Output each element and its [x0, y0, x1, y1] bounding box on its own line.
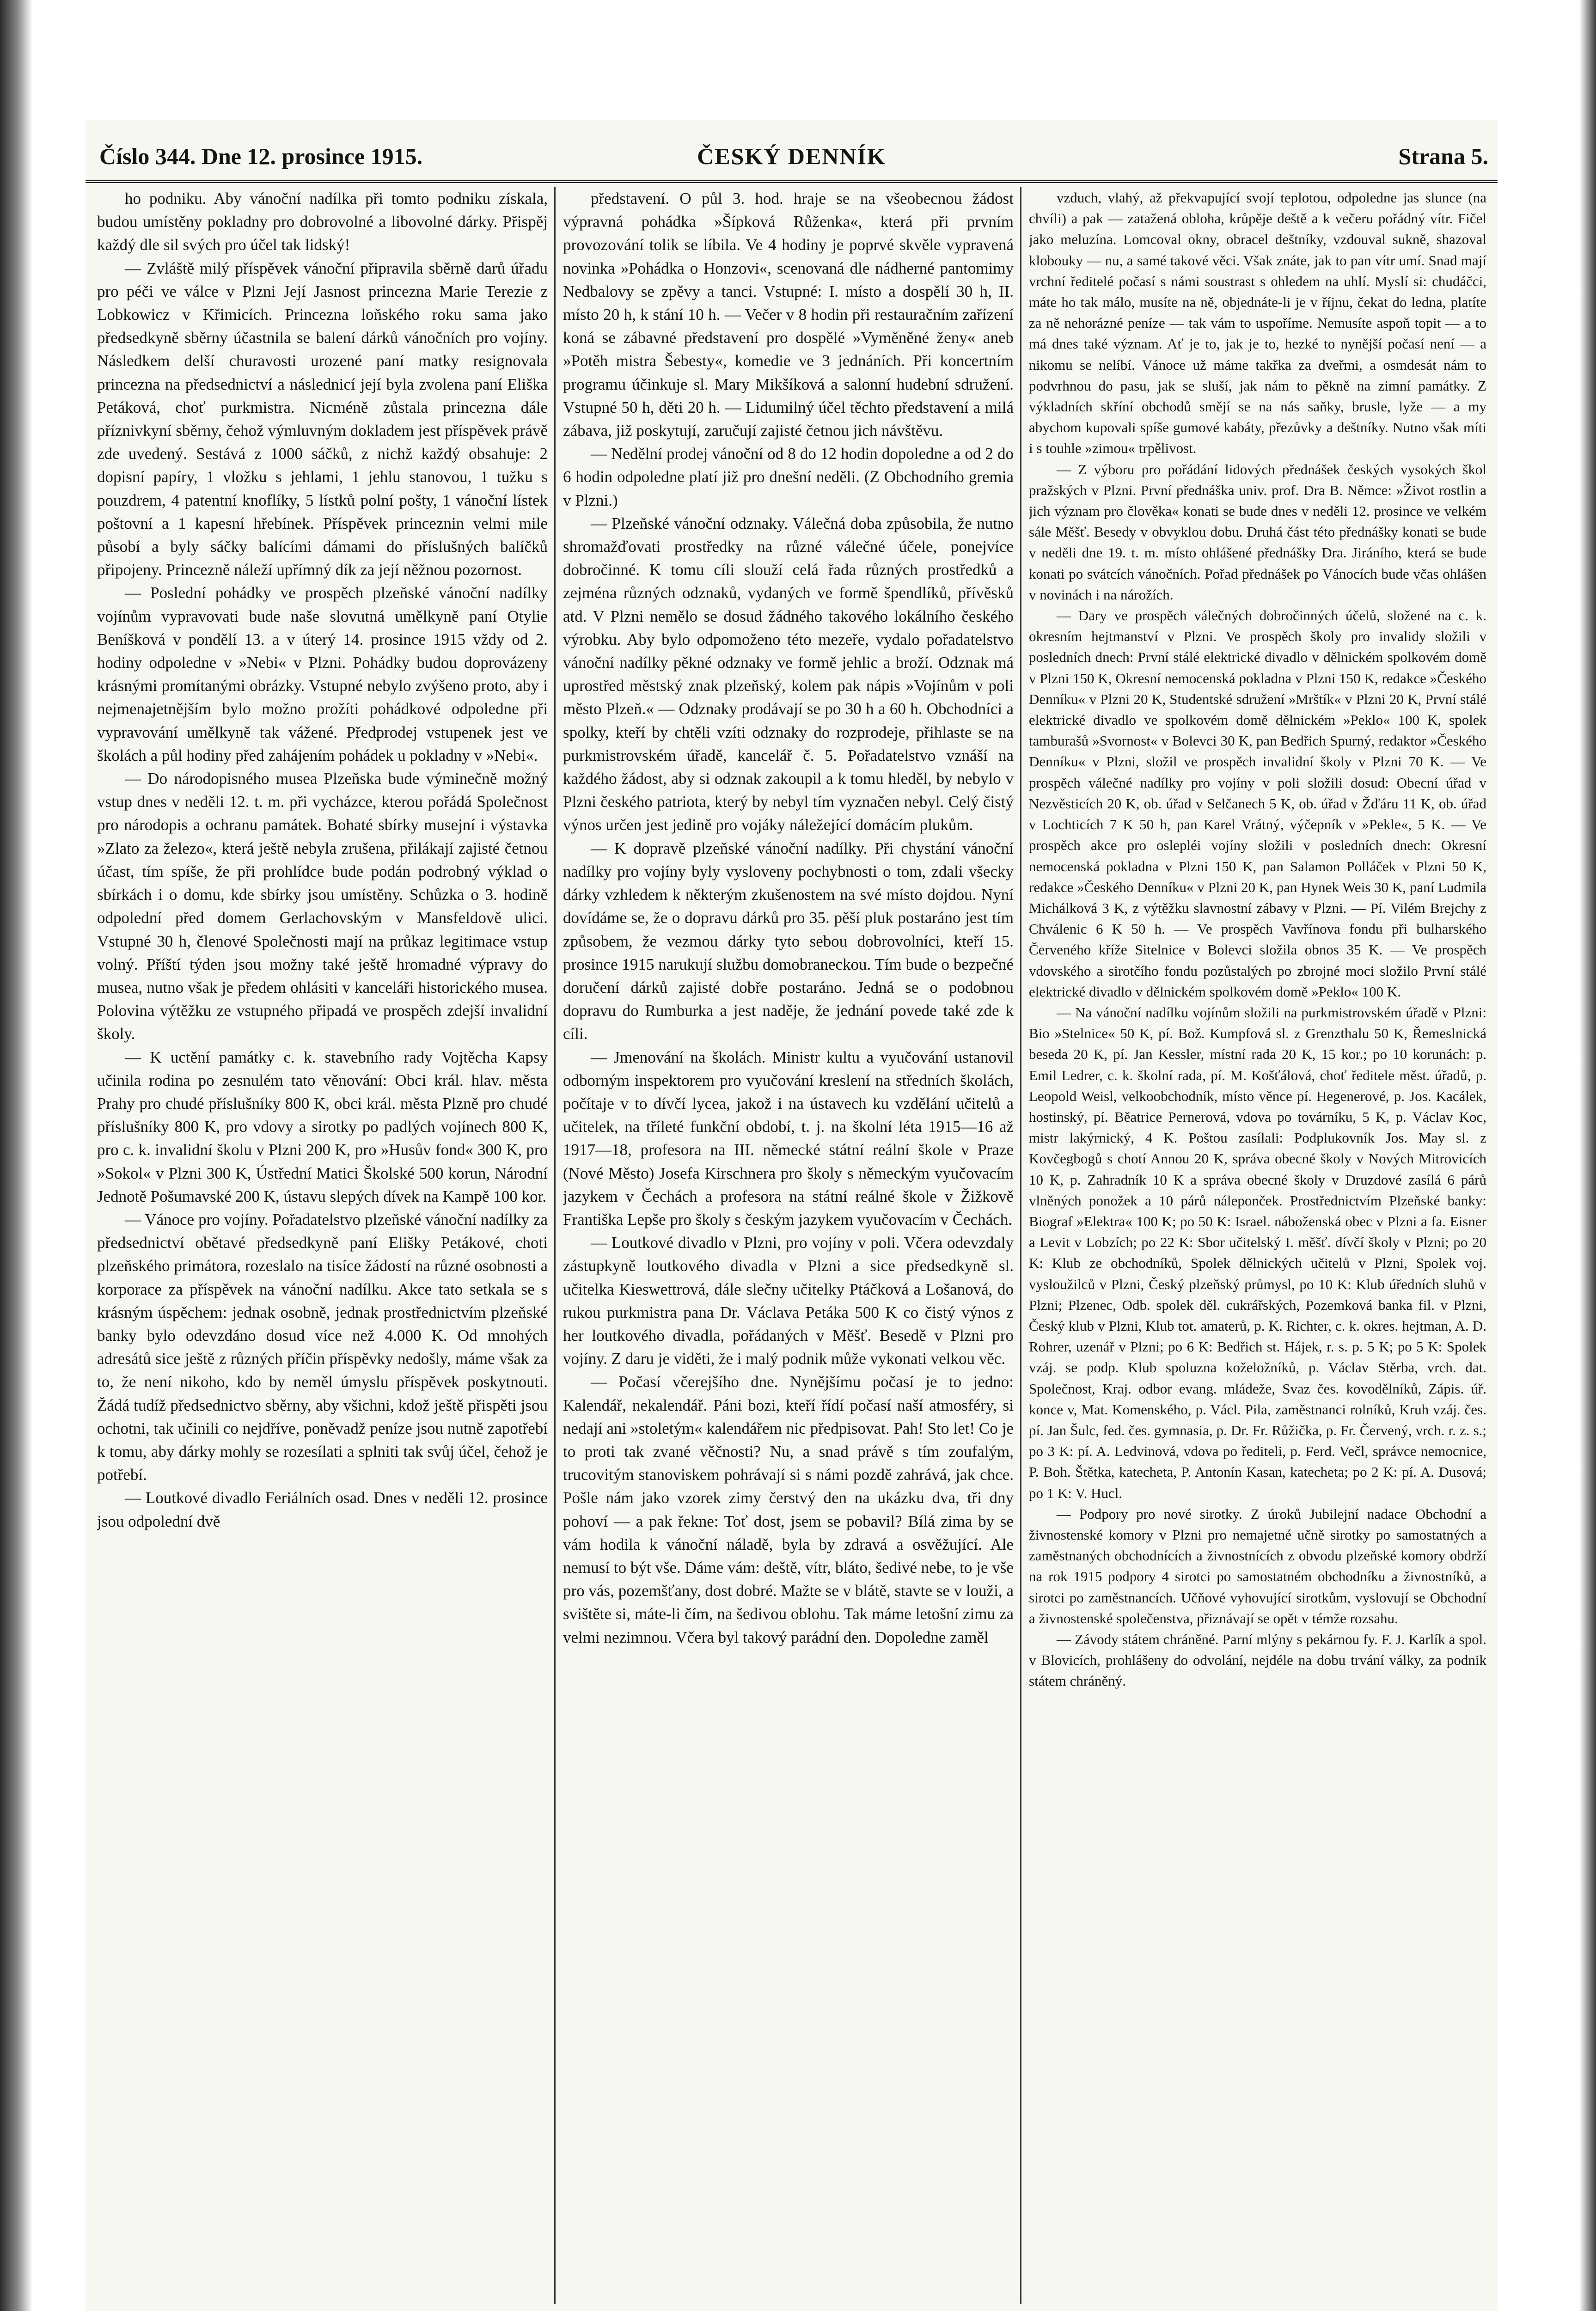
article-paragraph: — Loutkové divadlo Feriálních osad. Dnes v neděli 12. prosince jsou odpolední dvě: [97, 1489, 548, 1530]
article-columns: [97, 187, 1488, 2309]
scan-edge-left: [0, 0, 32, 2311]
column-1: [97, 187, 548, 2304]
article-paragraph: představení. O půl 3. hod. hraje se na všeobecnou žádost výpravná pohádka »Šípková Růženka«, která při prvním provozování tolik se líbila. Ve 4 hodiny je poprvé skvěle vypravená novinka »Pohádka o Honzovi«, scenovaná dle nádherné pantomimy Nedbalovy se zpěvy a tanci. Vstupné: I. místo a dospělí 30 h, II. místo 20 h, k stání 10 h. — Večer v 8 hodin při restauračním zařízení koná se zábavné představení pro dospělé »Vyměněné ženy« aneb »Potěh mistra Šebesty«, komedie ve 3 jednáních. Při koncertním programu účinkuje sl. Mary Mikšíková a salonní hudební sdružení. Vstupné 50 h, děti 20 h. — Lidumilný účel těchto představení a milá zábava, již poskytují, zaručují zajisté četnou jich návštěvu.: [563, 190, 1014, 440]
article-paragraph: — Vánoce pro vojíny. Pořadatelstvo plzeňské vánoční nadílky za předsednictví obětavé předsedkyně paní Elišky Petákové, choti plzeňského primátora, rozeslalo na tisíce žádostí na různé osobnosti a korporace za příspěvek na vánoční nadílku. Akce tato setkala se s krásným úspěchem: jednak osobně, jednak prostřednictvím plzeňské banky bylo odevzdáno dosud více než 4.000 K. Od mnohých adresátů sice ještě z různých příčin příspěvky nedošly, máme však za to, že není nikoho, kdo by neměl úmyslu příspěvek poskytnouti. Žádá tudíž předsednictvo sběrny, aby všichni, kdož ještě přispěti jsou ochotni, tak učinili co nejdříve, poněvadž peníze jsou nutně zapotřebí k tomu, aby dárky mohly se rozesílati a splniti tak svůj účel, čehož je potřebí.: [97, 1210, 548, 1484]
article-paragraph: — Nedělní prodej vánoční od 8 do 12 hodin dopoledne a od 2 do 6 hodin odpoledne platí již pro dnešní neděli. (Z Obchodního gremia v Plzni.): [563, 445, 1014, 509]
article-paragraph: — Plzeňské vánoční odznaky. Válečná doba způsobila, že nutno shromažďovati prostředky na různé válečné účele, ponejvíce dobročinné. K tomu cíli slouží celá řada různých prostředků a zejména různých odznaků, vydaných ve formě špendlíků, přívěsků atd. V Plzni nemělo se dosud žádného takového lokálního českého výrobku. Aby bylo odpomoženo této mezeře, vydalo pořadatelstvo vánoční nadílky pěkné odznaky ve formě jehlic a broží. Odznak má uprostřed městský znak plzeňský, kolem pak nápis »Vojínům v poli město Plzeň.« — Odznaky prodávají se po 30 h a 60 h. Obchodníci a spolky, kteří by chtěli vzíti odznaky do rozprodeje, přihlaste se na purkmistrovském úřadě, kancelář č. 5. Pořadatelstvo vznáší na každého žádost, aby si odznak zakoupil a k tomu hleděl, by nebylo v Plzni českého patriota, který by nebyl tím vyznačen nebyl. Celý čistý výnos určen jest jedině pro vojáky náležející domácím plukům.: [563, 514, 1014, 834]
masthead: [86, 129, 1498, 183]
article-paragraph: — Jmenování na školách. Ministr kultu a vyučování ustanovil odborným inspektorem pro vyučování kreslení na středních školách, počítaje v to dívčí lycea, jakož i na ústavech ku vzdělání učitelů a učitelek, na tříleté funkční období, t. j. na školní léta 1915—16 až 1917—18, profesora na III. německé státní reální škole v Praze (Nové Město) Josefa Kirschnera pro školy s německým vyučovacím jazykem v Čechách a profesora na státní reálné škole v Žižkově Františka Lepše pro školy s českým jazykem vyučovacím v Čechách.: [563, 1048, 1014, 1229]
article-paragraph: — Na vánoční nadílku vojínům složili na purkmistrovském úřadě v Plzni: Bio »Stelnice« 50 K, pí. Bož. Kumpfová sl. z Grenzthalu 50 K, Řemeslnická beseda 20 K, pí. Jan Kessler, místní rada 20 K, 15 kor.; po 10 korunách: p. Emil Ledrer, c. k. školní rada, pí. M. Košťálová, choť ředitele měst. úřadů, p. Leopold Weisl, velkoobchodník, místo věnce pí. Hegenerové, p. Jos. Kacálek, hostinský, pí. Běatrice Pernerová, vdova po továrníku, 5 K, p. Václav Koc, mistr lakýrnický, 4 K. Poštou zasílali: Podplukovník Jos. May sl. z Kovčegbogů s chotí Annou 20 K, správa obecné školy v Nových Mitrovicích 10 K, p. Zahradník 10 K a správa obecné školy v Druzdové zasílá 6 párů vlněných ponožek a 10 párů náleponček. Prostřednictvím Plzeňské banky: Biograf »Elektra« 100 K; po 50 K: Israel. náboženská obec v Plzni a fa. Eisner a Levit v Lobzích; po 22 K: Sbor učitelský I. měšť. dívčí školy v Plzni; po 20 K: Klub ze obchodníků, Spolek dělnických učitelů v Plzni, Spolek voj. vysloužilců v Plzni, Český plzeňský průmysl, po 10 K: Klub úředních sluhů v Plzni; Plzenec, Odb. spolek děl. cukrářských, Pozemková banka fil. v Plzni, Český klub v Plzni, Klub tot. amaterů, p. K. Richter, c. k. okres. hejtman, A. D. Rohrer, uzenář v Plzni; po 6 K: Bedřich st. Hájek, r. s. p. 5 K; po 5 K: Spolek vzáj. se podp. Klub spoluzna koželožníků, p. Václav Stěrba, vrch. dat. Společnost, Kraj. odbor evang. mládeže, Svaz čes. kovodělníků, Zápis. úř. konce v, Mat. Komenského, p. Václ. Pila, zaměstnanci rolníků, Kruh vzáj. čes. pí. Jan Šulc, fed. čes. gymnasia, p. Dr. Fr. Růžička, p. Fr. Červený, vrch. r. z. s.; po 3 K: pí. A. Ledvinová, vdova po řediteli, p. Ferd. Večl, správce nemocnice, P. Boh. Štětka, katecheta, P. Antonín Kasan, katecheta; po 2 K: pí. A. Dusová; po 1 K: V. Hucl.: [1029, 1004, 1486, 1501]
article-paragraph: — K uctění památky c. k. stavebního rady Vojtěcha Kapsy učinila rodina po zesnulém tato věnování: Obci král. hlav. města Prahy pro chudé příslušníky 800 K, obci král. města Plzně pro chudé příslušníky 800 K, pro vdovy a sirotky po padlých vojínech 800 K, pro c. k. invalidní školu v Plzni 200 K, pro »Husův fond« 300 K, pro »Sokol« v Plzni 300 K, Ústřední Matici Školské 500 korun, Národní Jednotě Pošumavské 200 K, ústavu slepých dívek na Kampě 100 kor.: [97, 1048, 548, 1205]
article-paragraph: — Závody státem chráněné. Parní mlýny s pekárnou fy. F. J. Karlík a spol. v Blovicích, prohlášeny do odvolání, nejdéle na dobu trvání války, za podnik státem chráněný.: [1029, 1631, 1486, 1689]
article-paragraph: — Dary ve prospěch válečných dobročinných účelů, složené na c. k. okresním hejtmanství v Plzni. Ve prospěch školy pro invalidy složili v posledních dnech: První stálé elektrické divadlo v dělnickém spolkovém domě v Plzni 150 K, Okresní nemocenská pokladna v Plzni 150 K, redakce »Českého Denníku« v Plzni 20 K, Studentské sdružení »Mrštík« v Plzni 20 K, První stálé elektrické divadlo ve spolkovém domě dělnickém »Peklo« 100 K, spolek tamburašů »Svornost« v Bolevci 30 K, pan Bedřich Spurný, redaktor »Českého Denníku« v Plzni, složil ve prospěch invalidní školy v Plzni 70 K. — Ve prospěch válečné nadílky pro vojíny v poli složili dosud: Obecní úřad v Nezvěsticích 20 K, ob. úřad v Selčanech 5 K, ob. úřad v Žďáru 11 K, ob. úřad v Lochticích 7 K 50 h, pan Karel Vrátný, výčepník v »Pekle«, 5 K. — Ve prospěch akce pro oslepléi vojíny složili v posledních dnech: Okresní nemocenská pokladna v Plzni 150 K, pan Salamon Polláček v Plzni 50 K, redakce »Českého Denníku« v Plzni 20 K, pan Hynek Weis 30 K, paní Ludmila Michálková 3 K, z výtěžku slavnostní zábavy v Plzni. — Pí. Vilém Brejchy z Chválenic 6 K 50 h. — Ve prospěch Vavřínova fondu při bulharského Červeného kříže Sitelnice v Bolevci složila obnos 35 K. — Ve prospěch vdovského a sirotčího fondu pozůstalých po zbrojné moci složilo První stálé elektrické divadlo v dělnickém spolkovém domě »Peklo« 100 K.: [1029, 607, 1486, 1000]
column-divider: [554, 187, 556, 2304]
article-paragraph: — Poslední pohádky ve prospěch plzeňské vánoční nadílky vojínům vypravovati bude naše slovutná umělkyně paní Otylie Beníšková v pondělí 13. a v úterý 14. prosince 1915 vždy od 2. hodiny odpoledne v »Nebi« v Plzni. Pohádky budou doprovázeny krásnými promítanými obrázky. Vstupné nebylo zvýšeno proto, aby i nejmenajetnějším bylo možno prožíti pohádkové odpoledne při vypravování umělkyně tak vážené. Předprodej vstupenek jest ve školách a půl hodiny před zahájením pohádek u pokladny v »Nebi«.: [97, 584, 548, 764]
newspaper-page: [86, 120, 1498, 2311]
page-number: Strana 5.: [1398, 143, 1488, 169]
column-divider: [1020, 187, 1021, 2304]
article-paragraph: ho podniku. Aby vánoční nadílka při tomto podniku získala, budou umístěny pokladny pro dobrovolné a libovolné dárky. Přispěj každý dle sil svých pro účel tak lidský!: [97, 190, 548, 254]
article-paragraph: — Podpory pro nové sirotky. Z úroků Jubilejní nadace Obchodní a živnostenské komory v Plzni pro nemajetné učně sirotky po samostatných a zaměstnaných obchodnících a živnostnících z obvodu plzeňské komory obdrží na rok 1915 podpory 4 sirotci po samostatném obchodníku a živnostníků, a sirotci po zaměstnancích. Učňové vyhovující sirotkům, vyslovují se Obchodní a živnostenské společenstva, přiznávají se opět v témže rozsahu.: [1029, 1505, 1486, 1626]
article-paragraph: — Zvláště milý příspěvek vánoční připravila sběrně darů úřadu pro péči ve válce v Plzni Její Jasnost princezna Marie Terezie z Lobkowicz v Křimicích. Princezna loňského roku sama jako předsedkyně sběrny účastnila se balení dárků vánočních pro vojíny. Následkem delší churavosti urozené paní matky resignovala princezna na předsednictví a následnicí její byla zvolena paní Eliška Petáková, choť purkmistra. Nicméně zůstala princezna dále příznivkyní sběrny, čehož výmluvným dokladem jest příspěvek právě zde uvedený. Sestává z 1000 sáčků, z nichž každý obsahuje: 2 dopisní papíry, 1 vložku s jehlami, 1 jehlu stanovou, 1 tužku s pouzdrem, 4 patentní knoflíky, 5 lístků polní pošty, 1 vánoční lístek poštovní a 1 kapesní hřebínek. Příspěvek princeznin velmi mile působí a byly sáčky balícími dámami do příslušných balíčků připojeny. Princezně náleží upřímný dík za její něžnou pozornost.: [97, 259, 548, 579]
scan-edge-right: [1579, 0, 1596, 2311]
article-paragraph: — K dopravě plzeňské vánoční nadílky. Při chystání vánoční nadílky pro vojíny byly vysloveny pochybnosti o tom, zdali všecky dárky vzhledem k některým zkušenostem na své místo dojdou. Nyní dovídáme se, že o dopravu dárků pro 35. pěší pluk postaráno jest tím způsobem, že vezmou dárky tyto sebou dobrovolníci, kteří 15. prosince 1915 narukují službu domobraneckou. Tím bude o bezpečné doručení dárků zajisté dobře postaráno. Jedná se o podobnou dopravu do Rumburka a jest naděje, že jednání povede také zde k cíli.: [563, 839, 1014, 1043]
column-3: [1029, 187, 1486, 2304]
article-paragraph: — Počasí včerejšího dne. Nynějšímu počasí je to jedno: Kalendář, nekalendář. Páni bozi, kteří řídí počasí naší atmosféry, si nedají ani »stoletým« kalendářem nic předpisovat. Pah! Sto let! Co je to proti tak zvané věčnosti? Nu, a snad právě s tím zoufalým, trucovitým stanoviskem pohrávají si s námi pozdě zahrává, jak chce. Pošle nám jako vzorek zimy čerstvý den na ukázku dva, tři dny pohoví — a pak řekne: Toť dost, jsem se pobavil? Bílá zima by se vám hodila k vánoční náladě, byla by zdravá a osvěžující. Ale nemusí to být vše. Dáme vám: deště, vítr, bláto, šedivé nebe, to je vše pro vás, pozemšťany, dost dobré. Mažte se v blátě, stavte se v louži, a svištěte si, máte-li čím, na šedivou oblohu. Tak máme letošní zimu za velmi nezimnou. Včera byl takový parádní den. Dopoledne zaměl: [563, 1373, 1014, 1646]
article-paragraph: — Z výboru pro pořádání lidových přednášek českých vysokých škol pražských v Plzni. První přednáška univ. prof. Dra B. Němce: »Život rostlin a jich význam pro člověka« konati se bude dnes v neděli 12. prosince ve velkém sále Měšť. Besedy v obvyklou dobu. Druhá část této přednášky konati se bude v neděli dne 19. t. m. místo ohlášené přednášky Dra. Jiráního, která se bude konati po svátcích vánočních. Pořad přednášek po Vánocích bude včas ohlášen v novinách i na nárožích.: [1029, 461, 1486, 603]
newspaper-title: ČESKÝ DENNÍK: [697, 143, 886, 169]
issue-date: Číslo 344. Dne 12. prosince 1915.: [99, 143, 423, 169]
article-paragraph: — Loutkové divadlo v Plzni, pro vojíny v poli. Včera odevzdaly zástupkyně loutkového divadla v Plzni a sice předsedkyně sl. učitelka Kieswettrová, dále slečny učitelky Ptáčková a Lošanová, do rukou purkmistra pana Dr. Václava Petáka 500 K co čistý výnos z her loutkového divadla, pořádaných v Měšť. Besedě v Plzni pro vojíny. Z daru je viděti, že i malý podnik může vykonati velkou věc.: [563, 1234, 1014, 1368]
article-paragraph: vzduch, vlahý, až překvapující svojí teplotou, odpoledne jas slunce (na chvíli) a pak — zatažená obloha, krůpěje deště a k večeru pořádný vítr. Fičel jako meluzína. Lomcoval okny, obracel deštníky, vzdouval sukně, shazoval klobouky — nu, a samé takové věci. Však znáte, jak to pan vítr umí. Snad mají vrchní ředitelé počasí s námi soustrast s ohledem na uhlí. Myslí si: chudáčci, máte ho tak málo, musíte na ně, objednáte-li je v říjnu, čekat do ledna, platíte za ně nehorázné peníze — tak vám to uspoříme. Nemusíte aspoň topit — a to má dnes také význam. Ať je to, jak je to, hezké to nynější počasí není — a nikomu se nelíbí. Vánoce už máme takřka za dveřmi, a osmdesát nám to podvrhnou do pasu, jak se sluší, jak nám to pěkně na zimní památky. Z výkladních skříní obchodů smějí se na nás saňky, brusle, lyže — a my abychom kupovali spíše gumové kabáty, přezůvky a deštníky. Nutno však míti i s touhle »zimou« trpělivost.: [1029, 190, 1486, 457]
column-2: [563, 187, 1014, 2304]
article-paragraph: — Do národopisného musea Plzeňska bude výminečně možný vstup dnes v neděli 12. t. m. při vycházce, kterou pořádá Společnost pro národopis a ochranu památek. Bohaté sbírky musejní i výstavka »Zlato za železo«, která ještě nebyla zrušena, přilákají zajisté četnou účast, tím spíše, že při prohlídce bude podán podrobný výklad o sbírkách i o domu, kde sbírky jsou umístěny. Schůzka o 3. hodině odpolední před domem Gerlachovským v Mansfeldově ulici. Vstupné 30 h, členové Společnosti mají na průkaz legitimace vstup volný. Příští týden jsou možny také ještě hromadné výpravy do musea, nutno však je předem ohlásiti v kanceláři historického musea. Polovina výtěžku ze vstupného připadá ve prospěch zdejší invalidní školy.: [97, 770, 548, 1043]
